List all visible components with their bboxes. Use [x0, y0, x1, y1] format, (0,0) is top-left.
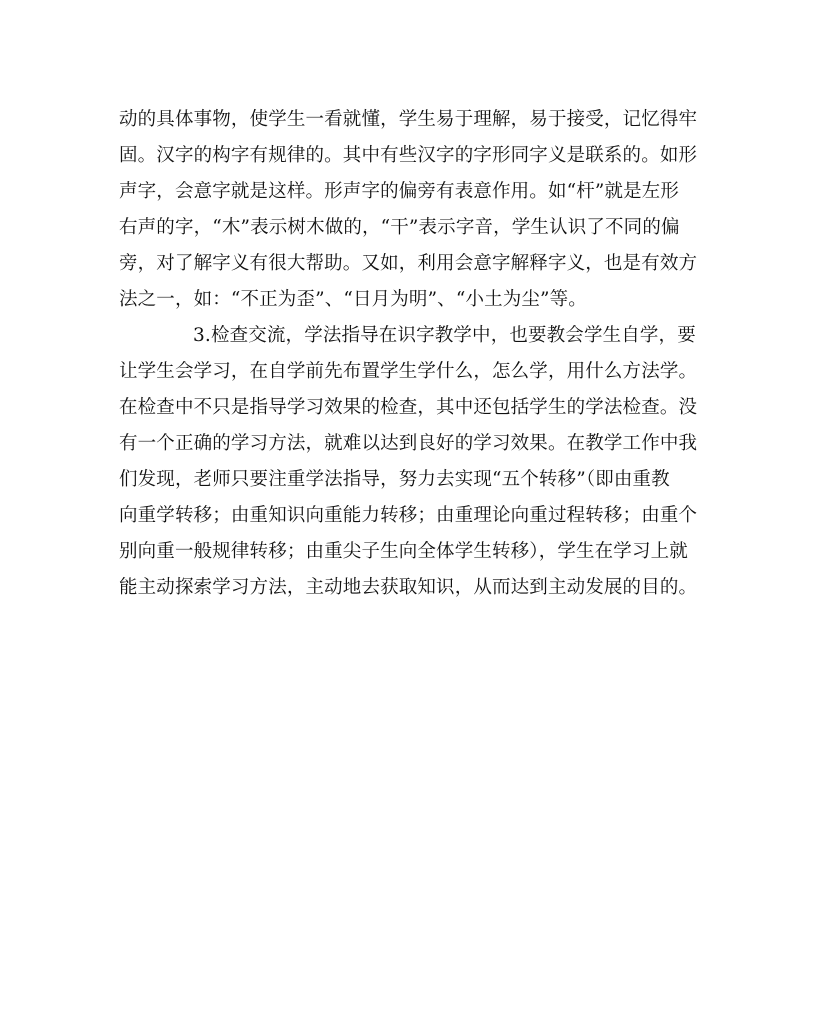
text-line: 声字，会意字就是这样。形声字的偏旁有表意作用。如“杆”就是左形	[119, 181, 680, 202]
text-line: 向重学转移；由重知识向重能力转移；由重理论向重过程转移；由重个	[119, 505, 698, 526]
text-line: 固。汉字的构字有规律的。其中有些汉字的字形同字义是联系的。如形	[119, 145, 698, 166]
paragraph-2	[119, 318, 704, 606]
body-text	[119, 102, 704, 606]
text-line: 有一个正确的学习方法，就难以达到良好的学习效果。在教学工作中我	[119, 433, 698, 454]
text-line: 们发现，老师只要注重学法指导，努力去实现“五个转移”（即由重教	[119, 469, 670, 490]
paragraph-1	[119, 102, 704, 318]
text-line: 别向重一般规律转移；由重尖子生向全体学生转移），学生在学习上就	[119, 541, 688, 562]
text-line: 动的具体事物，使学生一看就懂，学生易于理解，易于接受，记忆得牢	[119, 109, 698, 130]
text-line: 能主动探索学习方法，主动地去获取知识，从而达到主动发展的目的。	[119, 577, 698, 598]
text-line: 在检查中不只是指导学习效果的检查，其中还包括学生的学法检查。没	[119, 397, 698, 418]
text-line: 右声的字，“木”表示树木做的，“干”表示字音，学生认识了不同的偏	[119, 217, 680, 238]
text-line: 法之一，如：“不正为歪”、“日月为明”、“小土为尘”等。	[119, 289, 587, 310]
text-line: 旁，对了解字义有很大帮助。又如，利用会意字解释字义，也是有效方	[119, 253, 698, 274]
text-line: 让学生会学习，在自学前先布置学生学什么，怎么学，用什么方法学。	[119, 361, 698, 382]
text-line-indented: 3.检查交流，学法指导在识字教学中，也要教会学生自学，要	[193, 325, 696, 346]
